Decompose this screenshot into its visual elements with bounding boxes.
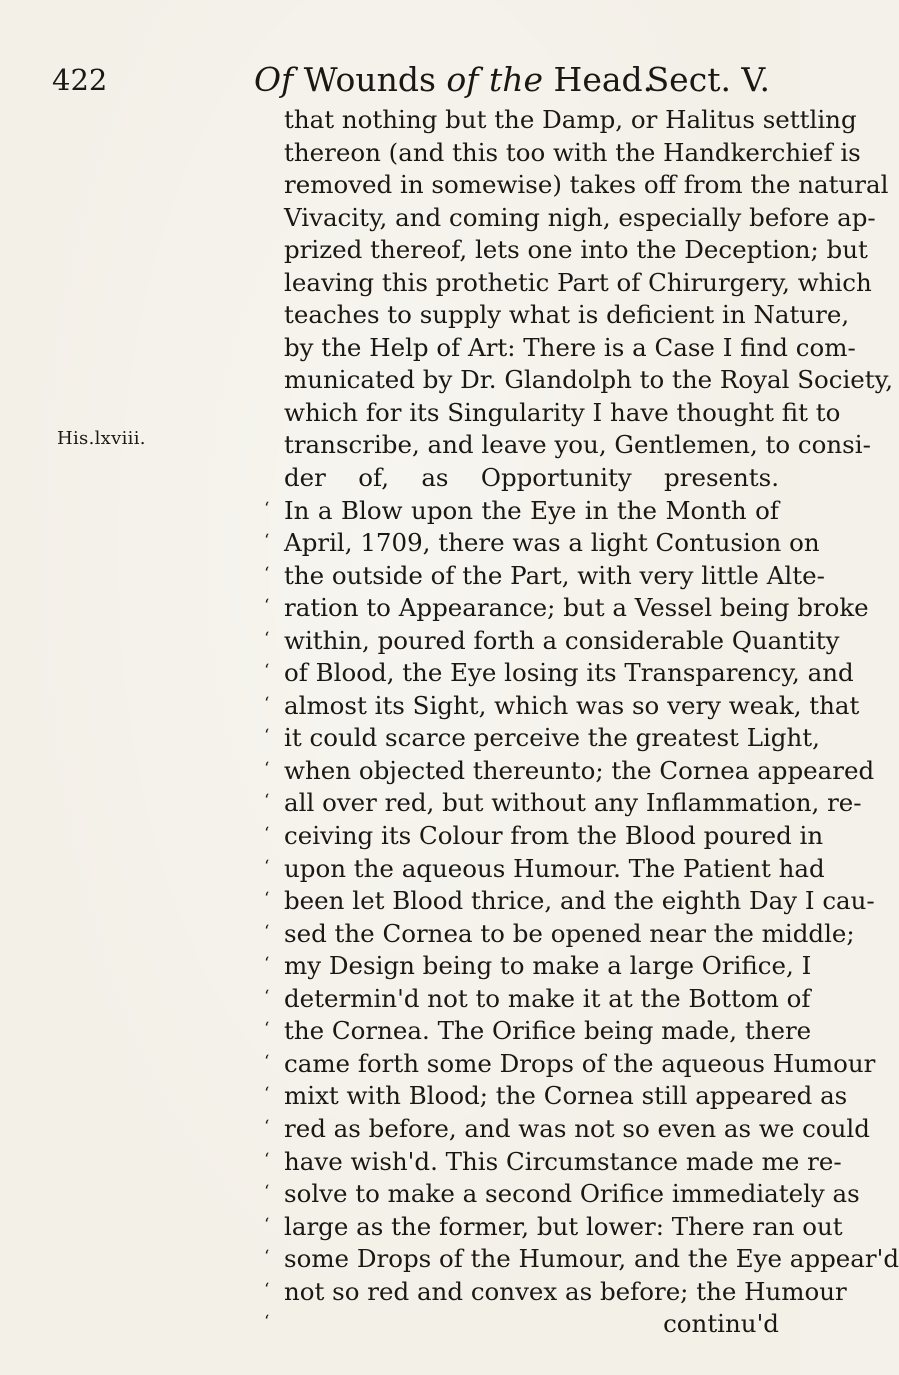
line-text: leaving this prothetic Part of Chirurgery, which	[284, 267, 872, 297]
line-text: In a Blow upon the Eye in the Month of	[284, 495, 779, 525]
line-text: prized thereof, lets one into the Deception; but	[284, 235, 868, 265]
running-head	[254, 60, 653, 100]
quote-mark: ‘	[264, 1116, 270, 1137]
text-line	[284, 104, 857, 137]
text-line	[264, 1146, 842, 1179]
line-text: my Design being to make a large Orifice, I	[284, 951, 812, 981]
text-line	[284, 462, 779, 495]
line-text: municated by Dr. Glandolph to the Royal Society,	[284, 365, 894, 395]
text-line	[264, 853, 825, 886]
text-line	[264, 495, 779, 528]
text-line	[264, 1308, 779, 1341]
line-text: large as the former, but lower: There ran out	[284, 1211, 843, 1241]
running-head-title: Wounds	[303, 60, 436, 99]
quote-mark: ‘	[264, 1279, 270, 1300]
line-text: ration to Appearance; but a Vessel being broke	[284, 593, 869, 623]
text-line	[284, 364, 894, 397]
text-line	[264, 657, 854, 690]
text-line	[264, 1080, 848, 1113]
quote-mark: ‘	[264, 1019, 270, 1040]
line-text: April, 1709, there was a light Contusion on	[284, 528, 820, 558]
text-line	[284, 299, 850, 332]
line-text: some Drops of the Humour, and the Eye appear'd	[284, 1244, 899, 1274]
quote-mark: ‘	[264, 563, 270, 584]
quote-mark: ‘	[264, 856, 270, 877]
line-text: determin'd not to make it at the Bottom of	[284, 983, 811, 1013]
line-text: by the Help of Art: There is a Case I find com-	[284, 332, 856, 362]
quote-mark: ‘	[264, 791, 270, 812]
text-line	[264, 592, 869, 625]
running-head-of: Of	[254, 60, 294, 99]
running-head-the: the	[489, 60, 544, 99]
quote-mark: ‘	[264, 1247, 270, 1268]
quote-mark: ‘	[264, 661, 270, 682]
line-text: der of, as Opportunity presents.	[284, 463, 779, 493]
quote-mark: ‘	[264, 954, 270, 975]
line-text: the outside of the Part, with very little Alte-	[284, 560, 825, 590]
text-line	[284, 169, 889, 202]
text-line	[264, 1048, 876, 1081]
line-text: continu'd	[663, 1309, 779, 1339]
line-text: came forth some Drops of the aqueous Humour	[284, 1048, 876, 1078]
text-line	[264, 950, 812, 983]
quote-mark: ‘	[264, 921, 270, 942]
page-header	[52, 60, 770, 100]
text-line	[264, 690, 860, 723]
text-line	[284, 202, 876, 235]
line-text: ceiving its Colour from the Blood poured in	[284, 821, 824, 851]
line-text: within, poured forth a considerable Quantity	[284, 625, 840, 655]
line-text: of Blood, the Eye losing its Transparency, and	[284, 658, 854, 688]
quote-mark: ‘	[264, 986, 270, 1007]
text-line	[264, 820, 824, 853]
line-text: transcribe, and leave you, Gentlemen, to consi-	[284, 430, 871, 460]
text-line	[264, 1211, 843, 1244]
margin-note: His.lxviii.	[57, 428, 146, 449]
line-text: all over red, but without any Inflammation, re-	[284, 788, 862, 818]
text-line	[264, 1113, 870, 1146]
line-text: not so red and convex as before; the Humour	[284, 1276, 847, 1306]
line-text: removed in somewise) takes off from the natural	[284, 170, 889, 200]
section-mark: Sect. V.	[646, 60, 770, 99]
text-line	[264, 1243, 899, 1276]
running-head-end: Head.	[553, 60, 654, 99]
text-line	[264, 787, 862, 820]
quote-mark: ‘	[264, 596, 270, 617]
page-number: 422	[52, 63, 108, 97]
quote-mark: ‘	[264, 1214, 270, 1235]
quote-mark: ‘	[264, 889, 270, 910]
line-text: mixt with Blood; the Cornea still appeared as	[284, 1081, 848, 1111]
line-text: red as before, and was not so even as we could	[284, 1113, 870, 1143]
text-line	[284, 332, 856, 365]
quote-mark: ‘	[264, 1182, 270, 1203]
running-head-of2: of	[446, 60, 479, 99]
quote-mark: ‘	[264, 628, 270, 649]
text-line	[264, 625, 840, 658]
line-text: which for its Singularity I have thought fit to	[284, 397, 841, 427]
quote-mark: ‘	[264, 693, 270, 714]
text-line	[284, 267, 872, 300]
text-line	[264, 560, 825, 593]
line-text: that nothing but the Damp, or Halitus settling	[284, 105, 857, 134]
line-text: solve to make a second Orifice immediately as	[284, 1179, 860, 1209]
line-text: thereon (and this too with the Handkerchief is	[284, 137, 861, 167]
quote-mark: ‘	[264, 1312, 270, 1333]
quote-mark: ‘	[264, 1149, 270, 1170]
text-line	[264, 722, 820, 755]
text-line	[264, 755, 875, 788]
quote-mark: ‘	[264, 758, 270, 779]
line-text: Vivacity, and coming nigh, especially before ap-	[284, 202, 876, 232]
line-text: teaches to supply what is deficient in Nature,	[284, 300, 850, 330]
line-text: upon the aqueous Humour. The Patient had	[284, 853, 825, 883]
line-text: been let Blood thrice, and the eighth Day I cau-	[284, 886, 875, 916]
line-text: have wish'd. This Circumstance made me re-	[284, 1146, 842, 1176]
line-text: the Cornea. The Orifice being made, there	[284, 1016, 812, 1046]
line-text: almost its Sight, which was so very weak, that	[284, 690, 860, 720]
line-text: when objected thereunto; the Cornea appeared	[284, 755, 875, 785]
body-text	[264, 104, 899, 1341]
text-line	[284, 137, 861, 170]
text-line	[264, 527, 820, 560]
text-line	[264, 918, 855, 951]
text-line	[264, 983, 811, 1016]
quote-mark: ‘	[264, 824, 270, 845]
quote-mark: ‘	[264, 531, 270, 552]
line-text: sed the Cornea to be opened near the middle;	[284, 918, 855, 948]
text-line	[284, 234, 868, 267]
line-text: it could scarce perceive the greatest Light,	[284, 723, 820, 753]
quote-mark: ‘	[264, 1084, 270, 1105]
quote-mark: ‘	[264, 498, 270, 519]
text-line	[284, 429, 871, 462]
text-line	[264, 1276, 847, 1309]
text-line	[264, 1015, 812, 1048]
text-line	[264, 885, 875, 918]
quote-mark: ‘	[264, 726, 270, 747]
quote-mark: ‘	[264, 1051, 270, 1072]
text-line	[284, 397, 841, 430]
text-line	[264, 1178, 860, 1211]
